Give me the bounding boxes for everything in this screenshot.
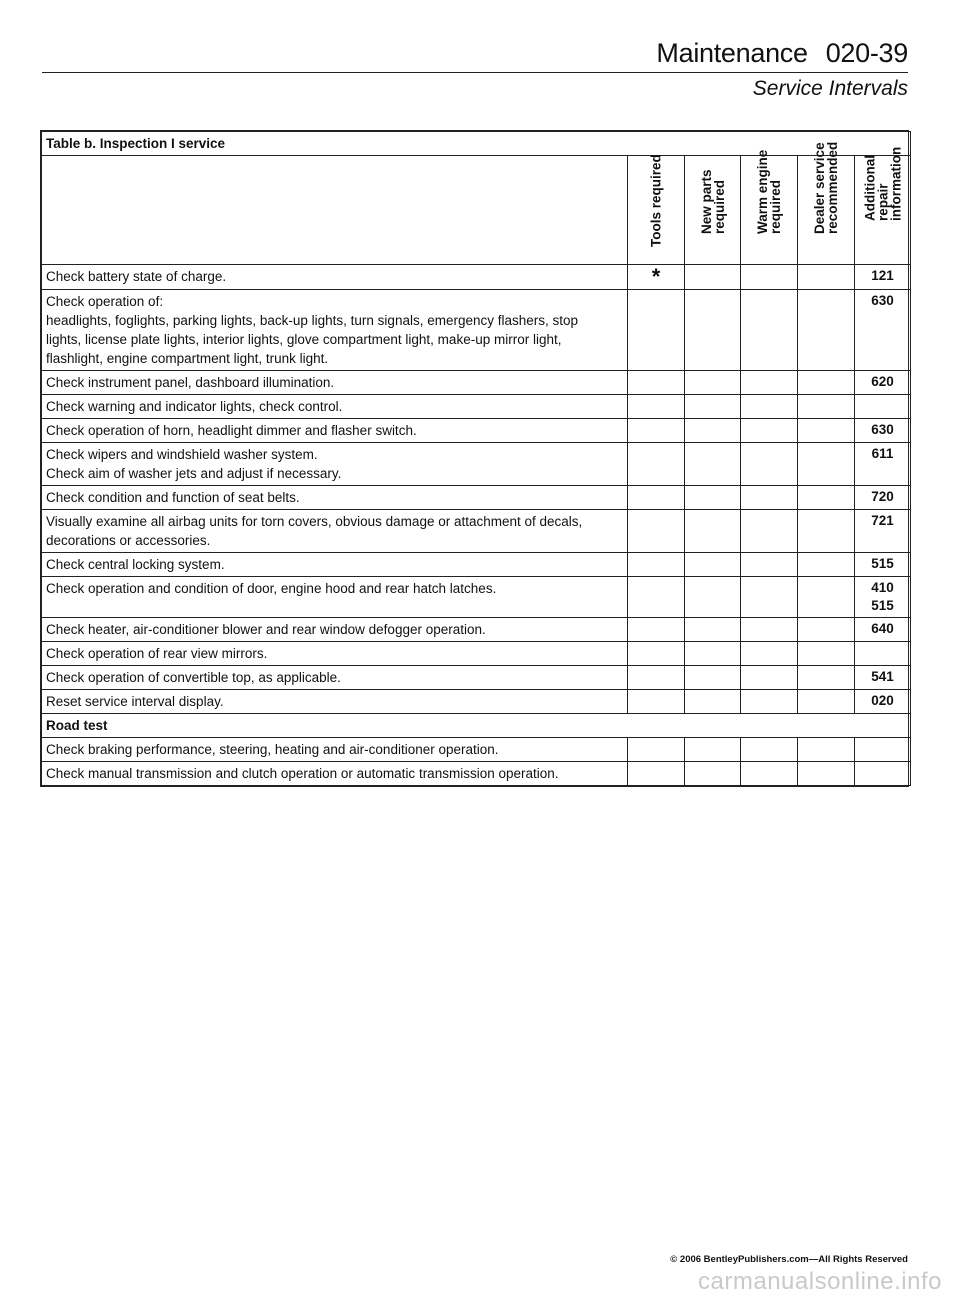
- task-cell: [42, 553, 628, 577]
- table-row: [42, 577, 911, 618]
- dealer-service-cell: [798, 690, 855, 714]
- dealer-service-cell: [798, 642, 855, 666]
- repair-info-cell: [855, 443, 911, 486]
- task-cell: [42, 290, 628, 371]
- task-cell: [42, 642, 628, 666]
- task-line: lights, license plate lights, interior lights, glove compartment light, make-up mirror light,: [46, 332, 562, 347]
- column-header-line: Dealer service: [812, 142, 827, 234]
- repair-info-cell: [855, 553, 911, 577]
- new-parts-cell: [685, 395, 741, 419]
- repair-info-cell: [855, 419, 911, 443]
- table-row: [42, 618, 911, 642]
- repair-info-cell: [855, 290, 911, 371]
- table-row: [42, 510, 911, 553]
- table-row: [42, 419, 911, 443]
- task-line: Check operation of rear view mirrors.: [46, 646, 268, 661]
- repair-info-cell: [855, 486, 911, 510]
- task-line: Check operation and condition of door, engine hood and rear hatch latches.: [46, 581, 497, 596]
- task-line: Check operation of convertible top, as applicable.: [46, 670, 341, 685]
- task-cell: [42, 371, 628, 395]
- repair-info-cell: [855, 666, 911, 690]
- warm-engine-cell: [741, 553, 798, 577]
- task-line: Check heater, air-conditioner blower and rear window defogger operation.: [46, 622, 486, 637]
- repair-info-cell: [855, 642, 911, 666]
- new-parts-cell: [685, 666, 741, 690]
- column-header-row: [42, 156, 911, 265]
- repair-group-number: 541: [871, 669, 894, 684]
- task-line: Check wipers and windshield washer system.: [46, 447, 318, 462]
- column-header-label: [700, 169, 726, 234]
- tools-required-cell: [628, 577, 685, 618]
- task-line: Check instrument panel, dashboard illumination.: [46, 375, 335, 390]
- warm-engine-cell: [741, 577, 798, 618]
- tools-required-cell: [628, 738, 685, 762]
- table-row: [42, 486, 911, 510]
- road-test-heading: Road test: [42, 714, 911, 738]
- new-parts-cell: [685, 290, 741, 371]
- table-row: [42, 553, 911, 577]
- inspection-table-container: [40, 130, 909, 787]
- section-title: Maintenance: [656, 38, 808, 68]
- column-header-label: [650, 154, 663, 247]
- dealer-service-cell: [798, 738, 855, 762]
- tools-required-cell: [628, 642, 685, 666]
- table-caption: Table b. Inspection I service: [42, 132, 911, 156]
- task-line: Check aim of washer jets and adjust if necessary.: [46, 466, 342, 481]
- new-parts-cell: [685, 443, 741, 486]
- new-parts-cell: [685, 265, 741, 290]
- column-header-tools-required: [628, 156, 685, 265]
- dealer-service-cell: [798, 395, 855, 419]
- warm-engine-cell: [741, 395, 798, 419]
- task-cell: [42, 618, 628, 642]
- warm-engine-cell: [741, 618, 798, 642]
- task-line: Check operation of horn, headlight dimmer and flasher switch.: [46, 423, 417, 438]
- repair-group-number: 630: [871, 293, 894, 308]
- repair-group-number: 611: [871, 446, 894, 461]
- dealer-service-cell: [798, 510, 855, 553]
- warm-engine-cell: [741, 762, 798, 786]
- warm-engine-cell: [741, 738, 798, 762]
- warm-engine-cell: [741, 419, 798, 443]
- repair-info-cell: [855, 265, 911, 290]
- column-header-line: Warm engine: [755, 149, 770, 234]
- task-cell: [42, 395, 628, 419]
- dealer-service-cell: [798, 486, 855, 510]
- new-parts-cell: [685, 486, 741, 510]
- repair-group-number: 410: [871, 580, 894, 595]
- column-header-label: [813, 142, 839, 234]
- column-header-new-parts-required: [685, 156, 741, 265]
- task-cell: [42, 443, 628, 486]
- task-line: decorations or accessories.: [46, 533, 211, 548]
- task-line: Check braking performance, steering, heating and air-conditioner operation.: [46, 742, 499, 757]
- page-subtitle: Service Intervals: [752, 77, 908, 100]
- table-row: [42, 642, 911, 666]
- task-cell: [42, 577, 628, 618]
- warm-engine-cell: [741, 690, 798, 714]
- repair-group-number: 630: [871, 422, 894, 437]
- warm-engine-cell: [741, 486, 798, 510]
- task-line: flashlight, engine compartment light, trunk light.: [46, 351, 329, 366]
- table-row: [42, 371, 911, 395]
- warm-engine-cell: [741, 510, 798, 553]
- table-row: [42, 666, 911, 690]
- dealer-service-cell: [798, 419, 855, 443]
- page-number: 020-39: [825, 38, 908, 68]
- tools-required-cell: [628, 443, 685, 486]
- tools-required-cell: [628, 690, 685, 714]
- repair-group-number: 721: [871, 513, 894, 528]
- task-line: Check battery state of charge.: [46, 269, 227, 284]
- repair-group-number: 121: [871, 268, 894, 283]
- column-header-line: required: [768, 179, 783, 234]
- task-cell: [42, 690, 628, 714]
- task-line: Check warning and indicator lights, check control.: [46, 399, 343, 414]
- tools-required-cell: [628, 510, 685, 553]
- dealer-service-cell: [798, 666, 855, 690]
- task-cell: [42, 666, 628, 690]
- page-header: [656, 38, 908, 69]
- warm-engine-cell: [741, 666, 798, 690]
- new-parts-cell: [685, 553, 741, 577]
- column-header-line: New parts: [698, 169, 714, 234]
- repair-info-cell: [855, 510, 911, 553]
- task-cell: [42, 486, 628, 510]
- column-header-line: information: [888, 146, 903, 221]
- tools-required-cell: [628, 553, 685, 577]
- table-row: [42, 265, 911, 290]
- column-header-line: required: [711, 179, 727, 234]
- task-cell: [42, 419, 628, 443]
- tools-required-cell: [628, 486, 685, 510]
- table-row: [42, 290, 911, 371]
- column-header-label: [863, 147, 902, 221]
- task-line: Check operation of:: [46, 294, 164, 309]
- inspection-table: [41, 131, 911, 786]
- warm-engine-cell: [741, 371, 798, 395]
- table-row: [42, 443, 911, 486]
- repair-group-number: 515: [871, 556, 894, 571]
- task-line: Check central locking system.: [46, 557, 225, 572]
- tools-required-cell: [628, 395, 685, 419]
- task-line: Reset service interval display.: [46, 694, 224, 709]
- warm-engine-cell: [741, 642, 798, 666]
- task-line: headlights, foglights, parking lights, back-up lights, turn signals, emergency flashers, stop: [46, 313, 579, 328]
- task-cell: [42, 265, 628, 290]
- repair-group-number: 515: [871, 598, 894, 613]
- dealer-service-cell: [798, 290, 855, 371]
- table-row: [42, 395, 911, 419]
- warm-engine-cell: [741, 290, 798, 371]
- column-header-line: recommended: [825, 141, 840, 234]
- task-cell: [42, 738, 628, 762]
- header-divider: [42, 72, 908, 73]
- task-cell: [42, 762, 628, 786]
- road-test-section-row: [42, 714, 911, 738]
- tools-required-cell: [628, 762, 685, 786]
- new-parts-cell: [685, 510, 741, 553]
- tools-required-cell: [628, 618, 685, 642]
- repair-info-cell: [855, 371, 911, 395]
- new-parts-cell: [685, 690, 741, 714]
- column-header-label: [756, 150, 782, 234]
- column-header-line: Additional: [862, 155, 877, 221]
- table-row: [42, 690, 911, 714]
- warm-engine-cell: [741, 443, 798, 486]
- dealer-service-cell: [798, 371, 855, 395]
- new-parts-cell: [685, 618, 741, 642]
- dealer-service-cell: [798, 577, 855, 618]
- new-parts-cell: [685, 738, 741, 762]
- table-row: [42, 738, 911, 762]
- task-line: Visually examine all airbag units for torn covers, obvious damage or attachment of decals,: [46, 514, 583, 529]
- task-column-header: [42, 156, 628, 265]
- tools-required-cell: [628, 290, 685, 371]
- dealer-service-cell: [798, 553, 855, 577]
- task-line: Check condition and function of seat belts.: [46, 490, 300, 505]
- repair-info-cell: [855, 618, 911, 642]
- repair-info-cell: [855, 577, 911, 618]
- warm-engine-cell: [741, 265, 798, 290]
- copyright-footer: © 2006 BentleyPublishers.com—All Rights Reserved: [670, 1254, 908, 1265]
- watermark-text: carmanualsonline.info: [698, 1268, 942, 1295]
- dealer-service-cell: [798, 618, 855, 642]
- dealer-service-cell: [798, 443, 855, 486]
- repair-group-number: 020: [871, 693, 894, 708]
- new-parts-cell: [685, 762, 741, 786]
- repair-info-cell: [855, 762, 911, 786]
- column-header-additional-repair-information: [855, 146, 911, 265]
- tools-required-cell: [628, 666, 685, 690]
- new-parts-cell: [685, 371, 741, 395]
- column-header-warm-engine-required: [741, 149, 798, 265]
- tools-required-cell: *: [628, 265, 685, 290]
- column-header-line: Tools required: [648, 154, 664, 247]
- column-header-dealer-service-recommended: [798, 141, 855, 265]
- column-header-line: repair: [875, 183, 890, 221]
- tools-required-cell: [628, 419, 685, 443]
- tools-required-cell: [628, 371, 685, 395]
- new-parts-cell: [685, 419, 741, 443]
- new-parts-cell: [685, 642, 741, 666]
- repair-group-number: 620: [871, 374, 894, 389]
- task-line: Check manual transmission and clutch operation or automatic transmission operation.: [46, 766, 559, 781]
- repair-group-number: 640: [871, 621, 894, 636]
- table-row: [42, 762, 911, 786]
- repair-group-number: 720: [871, 489, 894, 504]
- repair-info-cell: [855, 738, 911, 762]
- repair-info-cell: [855, 690, 911, 714]
- new-parts-cell: [685, 577, 741, 618]
- dealer-service-cell: [798, 762, 855, 786]
- task-cell: [42, 510, 628, 553]
- dealer-service-cell: [798, 265, 855, 290]
- repair-info-cell: [855, 395, 911, 419]
